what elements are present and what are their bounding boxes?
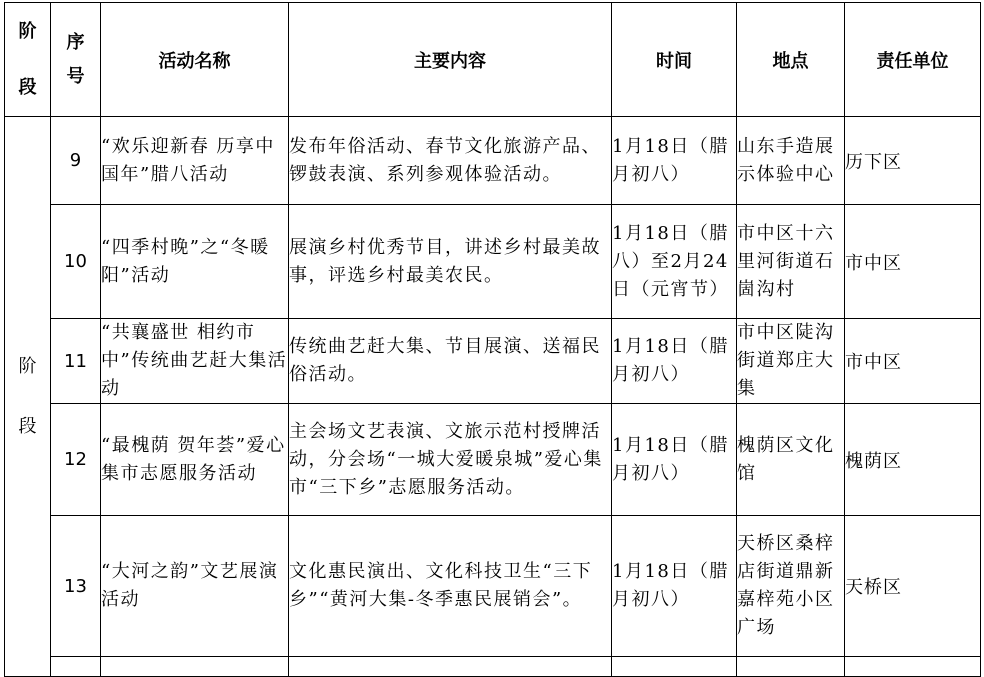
header-place: 地点 [737,3,845,117]
header-main-content: 主要内容 [289,3,612,117]
activity-time: 1月18日（腊月初八） [612,319,737,404]
header-responsible-unit: 责任单位 [845,3,981,117]
table-row [5,319,981,404]
activity-name: “最槐荫 贺年荟”爱心集市志愿服务活动 [101,404,289,516]
responsible-unit: 历下区 [845,117,981,205]
activity-name: “欢乐迎新春 历享中国年”腊八活动 [101,117,289,205]
activity-place: 山东手造展示体验中心 [737,117,845,205]
activity-name: “共襄盛世 相约市中”传统曲艺赶大集活动 [101,319,289,404]
table-row [5,205,981,319]
activity-time: 1月18日（腊月初八） [612,117,737,205]
stage-cell-line1: 阶 [18,355,37,377]
activity-table [4,2,981,677]
header-seq-line1: 序 [66,31,85,53]
activity-content: 传统曲艺赶大集、节目展演、送福民俗活动。 [289,319,612,404]
row-number: 11 [51,319,101,404]
row-number: 10 [51,205,101,319]
header-stage [5,3,51,117]
activity-name: “大河之韵”文艺展演活动 [101,516,289,657]
header-stage-line2: 段 [18,76,37,98]
stage-cell-line2: 段 [18,415,37,437]
stage-cell [5,117,51,677]
header-seq [51,3,101,117]
header-stage-line1: 阶 [18,20,37,42]
header-time: 时间 [612,3,737,117]
responsible-unit: 市中区 [845,205,981,319]
header-row [5,3,981,117]
activity-content: 展演乡村优秀节目，讲述乡村最美故事，评选乡村最美农民。 [289,205,612,319]
table-row [5,404,981,516]
activity-time: 1月18日（腊月初八） [612,404,737,516]
activity-content: 文化惠民演出、文化科技卫生“三下乡”“黄河大集-冬季惠民展销会”。 [289,516,612,657]
activity-time: 1月18日（腊月初八） [612,516,737,657]
row-number: 12 [51,404,101,516]
row-number: 9 [51,117,101,205]
responsible-unit: 市中区 [845,319,981,404]
table-row [5,117,981,205]
table-row [5,516,981,657]
activity-content: 发布年俗活动、春节文化旅游产品、锣鼓表演、系列参观体验活动。 [289,117,612,205]
activity-name: “四季村晚”之“冬暖阳”活动 [101,205,289,319]
activity-time: 1月18日（腊八）至2月24日（元宵节） [612,205,737,319]
table-row-cutoff [5,657,981,677]
header-seq-line2: 号 [66,65,85,87]
row-number: 13 [51,516,101,657]
activity-place: 天桥区桑梓店街道鼎新嘉梓苑小区广场 [737,516,845,657]
activity-place: 市中区陡沟街道郑庄大集 [737,319,845,404]
responsible-unit: 天桥区 [845,516,981,657]
responsible-unit: 槐荫区 [845,404,981,516]
activity-place: 市中区十六里河街道石崮沟村 [737,205,845,319]
header-activity-name: 活动名称 [101,3,289,117]
activity-content: 主会场文艺表演、文旅示范村授牌活动，分会场“一城大爱暖泉城”爱心集市“三下乡”志愿服务活动。 [289,404,612,516]
activity-place: 槐荫区文化馆 [737,404,845,516]
